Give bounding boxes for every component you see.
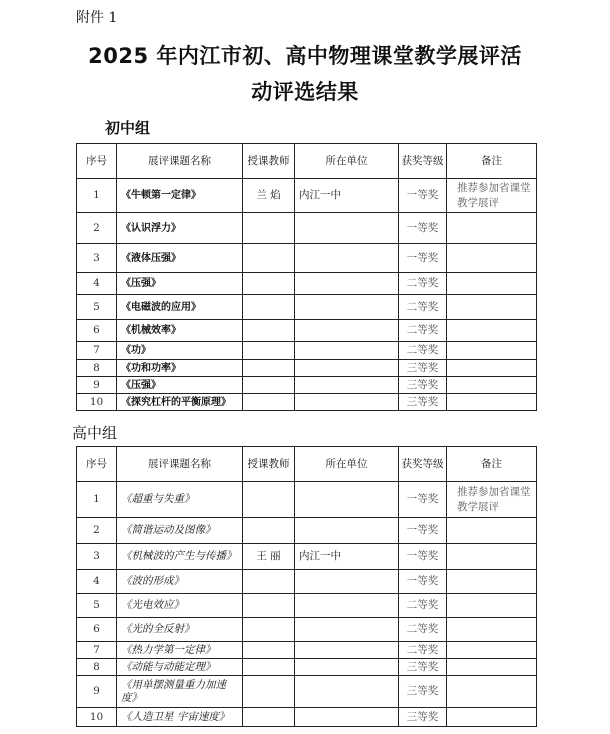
row-note <box>447 377 537 394</box>
table-row <box>77 377 537 394</box>
row-topic: 《机械波的产生与传播》 <box>117 544 243 570</box>
row-number: 4 <box>77 570 117 594</box>
row-number: 9 <box>77 377 117 394</box>
row-teacher <box>243 394 295 411</box>
table-row <box>77 342 537 360</box>
table-row <box>77 213 537 244</box>
senior-results-table <box>76 446 537 727</box>
table-row <box>77 320 537 342</box>
row-number: 10 <box>77 394 117 411</box>
row-teacher <box>243 482 295 518</box>
row-note <box>447 594 537 618</box>
row-award: 一等奖 <box>399 570 447 594</box>
row-award: 一等奖 <box>399 544 447 570</box>
table-row <box>77 642 537 659</box>
row-teacher <box>243 618 295 642</box>
row-number: 2 <box>77 213 117 244</box>
row-topic: 《动能与动能定理》 <box>117 659 243 676</box>
row-note <box>447 360 537 377</box>
row-teacher: 兰 焰 <box>243 179 295 213</box>
row-note <box>447 676 537 708</box>
row-number: 3 <box>77 244 117 273</box>
row-unit: 内江一中 <box>295 179 399 213</box>
header-award: 获奖等级 <box>399 144 447 179</box>
row-unit <box>295 244 399 273</box>
table-row <box>77 244 537 273</box>
junior-group-label: 初中组 <box>105 119 151 137</box>
table-row <box>77 708 537 727</box>
row-unit <box>295 295 399 320</box>
row-note <box>447 642 537 659</box>
row-award: 一等奖 <box>399 518 447 544</box>
row-unit <box>295 708 399 727</box>
row-teacher <box>243 570 295 594</box>
row-unit <box>295 342 399 360</box>
row-number: 10 <box>77 708 117 727</box>
row-note <box>447 320 537 342</box>
row-award: 二等奖 <box>399 642 447 659</box>
row-unit: 内江一中 <box>295 544 399 570</box>
table-row <box>77 482 537 518</box>
row-teacher <box>243 377 295 394</box>
row-award: 三等奖 <box>399 377 447 394</box>
row-topic: 《液体压强》 <box>117 244 243 273</box>
row-note <box>447 342 537 360</box>
row-unit <box>295 618 399 642</box>
row-teacher <box>243 320 295 342</box>
row-unit <box>295 273 399 295</box>
row-number: 6 <box>77 320 117 342</box>
row-award: 一等奖 <box>399 213 447 244</box>
row-teacher <box>243 273 295 295</box>
row-unit <box>295 518 399 544</box>
row-topic: 《简谐运动及图像》 <box>117 518 243 544</box>
row-topic: 《波的形成》 <box>117 570 243 594</box>
row-topic: 《光的全反射》 <box>117 618 243 642</box>
header-unit: 所在单位 <box>295 447 399 482</box>
row-number: 4 <box>77 273 117 295</box>
row-number: 1 <box>77 179 117 213</box>
row-unit <box>295 213 399 244</box>
row-unit <box>295 482 399 518</box>
table-header-row <box>77 447 537 482</box>
row-topic: 《热力学第一定律》 <box>117 642 243 659</box>
row-number: 1 <box>77 482 117 518</box>
row-topic: 《功和功率》 <box>117 360 243 377</box>
row-teacher <box>243 676 295 708</box>
table-row <box>77 659 537 676</box>
row-teacher <box>243 518 295 544</box>
table-row <box>77 618 537 642</box>
document-title-line-2: 动评选结果 <box>251 80 359 104</box>
row-award: 三等奖 <box>399 360 447 377</box>
row-unit <box>295 320 399 342</box>
row-award: 三等奖 <box>399 659 447 676</box>
row-unit <box>295 394 399 411</box>
senior-group-label: 高中组 <box>72 424 118 442</box>
table-row <box>77 295 537 320</box>
row-note <box>447 544 537 570</box>
row-award: 二等奖 <box>399 273 447 295</box>
document-title-line-1: 2025 年内江市初、高中物理课堂教学展评活 <box>88 44 522 68</box>
table-row <box>77 360 537 377</box>
row-unit <box>295 594 399 618</box>
row-award: 二等奖 <box>399 594 447 618</box>
row-teacher <box>243 642 295 659</box>
row-number: 9 <box>77 676 117 708</box>
row-teacher <box>243 213 295 244</box>
header-teacher: 授课教师 <box>243 144 295 179</box>
row-note <box>447 570 537 594</box>
table-row <box>77 273 537 295</box>
table-row <box>77 179 537 213</box>
row-number: 6 <box>77 618 117 642</box>
table-row <box>77 570 537 594</box>
row-award: 三等奖 <box>399 708 447 727</box>
row-number: 7 <box>77 642 117 659</box>
table-row <box>77 594 537 618</box>
row-topic: 《压强》 <box>117 273 243 295</box>
row-number: 3 <box>77 544 117 570</box>
header-no: 序号 <box>77 447 117 482</box>
row-topic: 《人造卫星 宇宙速度》 <box>117 708 243 727</box>
row-award: 二等奖 <box>399 618 447 642</box>
row-topic: 《用单摆测量重力加速度》 <box>117 676 243 708</box>
table-row <box>77 394 537 411</box>
row-topic: 《牛顿第一定律》 <box>117 179 243 213</box>
row-note <box>447 244 537 273</box>
row-topic: 《电磁波的应用》 <box>117 295 243 320</box>
row-number: 8 <box>77 659 117 676</box>
table-row <box>77 676 537 708</box>
row-award: 一等奖 <box>399 482 447 518</box>
row-note <box>447 295 537 320</box>
row-topic: 《压强》 <box>117 377 243 394</box>
row-unit <box>295 659 399 676</box>
row-topic: 《功》 <box>117 342 243 360</box>
row-teacher <box>243 594 295 618</box>
row-unit <box>295 360 399 377</box>
attachment-label: 附件 1 <box>76 10 118 26</box>
row-unit <box>295 377 399 394</box>
row-teacher <box>243 360 295 377</box>
row-award: 二等奖 <box>399 320 447 342</box>
row-number: 5 <box>77 295 117 320</box>
row-award: 一等奖 <box>399 179 447 213</box>
header-teacher: 授课教师 <box>243 447 295 482</box>
row-unit <box>295 570 399 594</box>
row-teacher <box>243 244 295 273</box>
row-number: 7 <box>77 342 117 360</box>
table-header-row <box>77 144 537 179</box>
row-note <box>447 518 537 544</box>
header-topic: 展评课题名称 <box>117 144 243 179</box>
header-topic: 展评课题名称 <box>117 447 243 482</box>
row-note <box>447 213 537 244</box>
header-unit: 所在单位 <box>295 144 399 179</box>
row-note <box>447 273 537 295</box>
row-award: 二等奖 <box>399 295 447 320</box>
row-note: 推荐参加省课堂教学展评 <box>447 179 537 213</box>
row-award: 一等奖 <box>399 244 447 273</box>
row-teacher <box>243 708 295 727</box>
table-row <box>77 518 537 544</box>
row-award: 三等奖 <box>399 394 447 411</box>
row-topic: 《超重与失重》 <box>117 482 243 518</box>
header-note: 备注 <box>447 144 537 179</box>
row-number: 8 <box>77 360 117 377</box>
row-note <box>447 708 537 727</box>
row-teacher <box>243 659 295 676</box>
junior-results-table <box>76 143 537 411</box>
row-teacher: 王 丽 <box>243 544 295 570</box>
table-row <box>77 544 537 570</box>
row-unit <box>295 676 399 708</box>
row-note <box>447 618 537 642</box>
row-teacher <box>243 295 295 320</box>
row-unit <box>295 642 399 659</box>
row-topic: 《机械效率》 <box>117 320 243 342</box>
row-topic: 《探究杠杆的平衡原理》 <box>117 394 243 411</box>
header-award: 获奖等级 <box>399 447 447 482</box>
row-note <box>447 394 537 411</box>
row-teacher <box>243 342 295 360</box>
row-award: 二等奖 <box>399 342 447 360</box>
row-topic: 《认识浮力》 <box>117 213 243 244</box>
row-number: 5 <box>77 594 117 618</box>
header-note: 备注 <box>447 447 537 482</box>
row-number: 2 <box>77 518 117 544</box>
row-note: 推荐参加省课堂教学展评 <box>447 482 537 518</box>
row-award: 三等奖 <box>399 676 447 708</box>
row-topic: 《光电效应》 <box>117 594 243 618</box>
row-note <box>447 659 537 676</box>
header-no: 序号 <box>77 144 117 179</box>
